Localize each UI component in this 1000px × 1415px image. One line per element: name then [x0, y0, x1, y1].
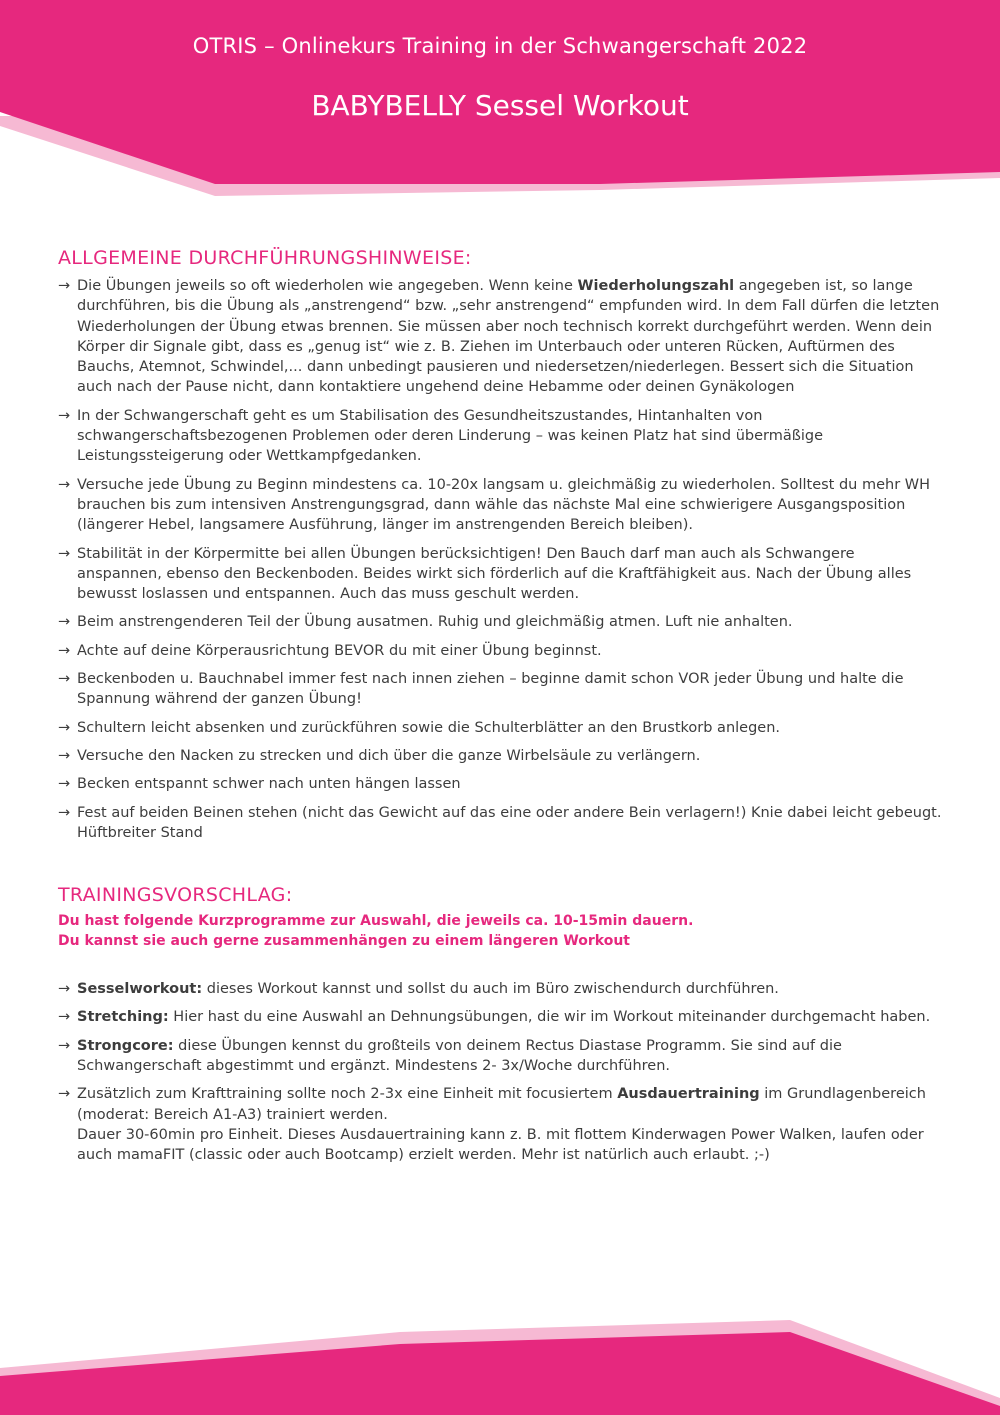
list-item: [58, 612, 942, 632]
list-item-text: Dauer 30-60min pro Einheit. Dieses Ausdauertraining kann z. B. mit flottem Kinderwagen Power Walken, laufen oder auch mamaFIT (classic oder auch Bootcamp) erzielt werden. Mehr ist natürlich auch erlaubt. ;-): [77, 1126, 924, 1164]
arrow-icon: →: [58, 278, 71, 294]
general-instructions-list: [58, 276, 942, 843]
list-item-text: diese Übungen kennst du großteils von deinem Rectus Diastase Programm. Sie sind auf die Schwangerschaft abgestimmt und ergänzt. Mindestens 2- 3x/Woche durchführen.: [77, 1037, 842, 1075]
list-item-text: im Grundlagenbereich (moderat: Bereich A1-A3) trainiert werden.: [77, 1086, 926, 1123]
list-item: [58, 718, 942, 738]
list-item-text: angegeben ist, so lange durchführen, bis die Übung als „anstrengend“ bzw. „sehr anstrengend“ empfunden wird. In dem Fall dürfen die letzten Wiederholungen der Übung etwas brennen. Sie müssen aber noch technisch korrekt durchgeführt werden. Wenn dein Körper dir Signale gibt, dass es „genug ist“ wie z. B. Ziehen im Unterbauch oder unteren Rücken, Auftürmen des Bauchs, Atemnot, Schwindel,... dann unbedingt pausieren und niedersetzen/niederlegen. Bessert sich die Situation auch nach der Pause nicht, dann kontaktiere ungehend deine Hebamme oder deinen Gynäkologen: [77, 278, 940, 396]
list-item-text: Zusätzlich zum Krafttraining sollte noch 2-3x eine Einheit mit focusiertem: [77, 1086, 618, 1103]
list-item: [58, 406, 942, 467]
arrow-icon: →: [58, 476, 71, 493]
list-item-text: Versuche jede Übung zu Beginn mindestens ca. 10-20x langsam u. gleichmäßig zu wiederholen. Solltest du mehr WH brauchen bis zum intensiven Anstrengungsgrad, dann wähle das nächste Mal eine schwierigere Ausgangsposition (längerer Hebel, langsamere Ausführung, länger im anstrengenden Bereich bleiben).: [77, 476, 931, 534]
arrow-icon: →: [58, 545, 71, 562]
arrow-icon: →: [58, 671, 71, 688]
arrow-icon: →: [58, 1086, 71, 1103]
list-item-text: Becken entspannt schwer nach unten hängen lassen: [77, 776, 461, 793]
arrow-icon: →: [58, 614, 71, 631]
list-item: [58, 746, 942, 766]
footer-banner: [0, 1320, 1000, 1415]
list-item-text: In der Schwangerschaft geht es um Stabilisation des Gesundheitszustandes, Hintanhalten von schwangerschaftsbezogenen Problemen oder deren Linderung – was keinen Platz hat sind übermäßige Leistungssteigerung oder Wettkampfgedanken.: [77, 407, 824, 465]
arrow-icon: →: [58, 747, 71, 764]
arrow-icon: →: [58, 776, 71, 793]
training-intro: [58, 911, 942, 951]
list-item-text: Schultern leicht absenken und zurückführen sowie die Schulterblätter an den Brustkorb anlegen.: [77, 719, 781, 736]
list-item: [58, 803, 942, 844]
list-item-text: dieses Workout kannst und sollst du auch im Büro zwischendurch durchführen.: [202, 981, 779, 998]
list-item-text: Beim anstrengenderen Teil der Übung ausatmen. Ruhig und gleichmäßig atmen. Luft nie anhalten.: [77, 614, 793, 631]
program-name: Strongcore:: [77, 1037, 174, 1054]
section-heading-general-instructions: ALLGEMEINE DURCHFÜHRUNGSHINWEISE:: [58, 247, 472, 269]
arrow-icon: →: [58, 1009, 71, 1026]
program-name: Sesselworkout:: [77, 981, 203, 998]
list-item: [58, 641, 942, 661]
list-item: [58, 979, 942, 999]
list-item-text: Die Übungen jeweils so oft wiederholen wie angegeben. Wenn keine: [77, 278, 578, 294]
document-body: [58, 246, 942, 1174]
list-item-text: Achte auf deine Körperausrichtung BEVOR du mit einer Übung beginnst.: [77, 642, 602, 659]
document-title: BABYBELLY Sessel Workout: [311, 89, 689, 122]
section-heading-training-suggestion: TRAININGSVORSCHLAG:: [58, 884, 293, 907]
list-item: [58, 774, 942, 794]
list-item-bold-text: Wiederholungszahl: [577, 278, 735, 294]
training-intro-line: Du kannst sie auch gerne zusammenhängen zu einem längeren Workout: [58, 933, 630, 950]
list-item: [58, 1084, 942, 1165]
list-item: [58, 1036, 942, 1077]
list-item-text: Hier hast du eine Auswahl an Dehnungsübungen, die wir im Workout miteinander durchgemacht haben.: [168, 1009, 931, 1026]
training-intro-line: Du hast folgende Kurzprogramme zur Auswahl, die jeweils ca. 10-15min dauern.: [58, 913, 694, 930]
arrow-icon: →: [58, 407, 71, 424]
list-item: [58, 276, 942, 398]
arrow-icon: →: [58, 981, 71, 998]
list-item-text: Stabilität in der Körpermitte bei allen Übungen berücksichtigen! Den Bauch darf man auch als Schwangere anspannen, ebenso den Beckenboden. Beides wirkt sich förderlich auf die Kraftfähigkeit aus. Nach der Übung alles bewusst loslassen und entspannen. Auch das muss geschult werden.: [77, 545, 912, 603]
list-item: [58, 669, 942, 710]
document-header-title: OTRIS – Onlinekurs Training in der Schwangerschaft 2022: [192, 34, 808, 58]
arrow-icon: →: [58, 719, 71, 736]
list-item-text: Versuche den Nacken zu strecken und dich über die ganze Wirbelsäule zu verlängern.: [77, 747, 701, 764]
list-item: [58, 1007, 942, 1027]
list-item: [58, 544, 942, 605]
program-name: Stretching:: [77, 1009, 169, 1026]
list-item: [58, 475, 942, 536]
list-item-text: Beckenboden u. Bauchnabel immer fest nach innen ziehen – beginne damit schon VOR jeder Übung und halte die Spannung während der ganzen Übung!: [77, 671, 904, 708]
list-item-text: Fest auf beiden Beinen stehen (nicht das Gewicht auf das eine oder andere Bein verlagern!) Knie dabei leicht gebeugt. Hüftbreiter Stand: [77, 804, 942, 841]
arrow-icon: →: [58, 804, 71, 821]
training-programs-list: [58, 979, 942, 1165]
arrow-icon: →: [58, 1037, 71, 1054]
arrow-icon: →: [58, 642, 71, 659]
list-item-bold-text: Ausdauertraining: [617, 1086, 760, 1103]
